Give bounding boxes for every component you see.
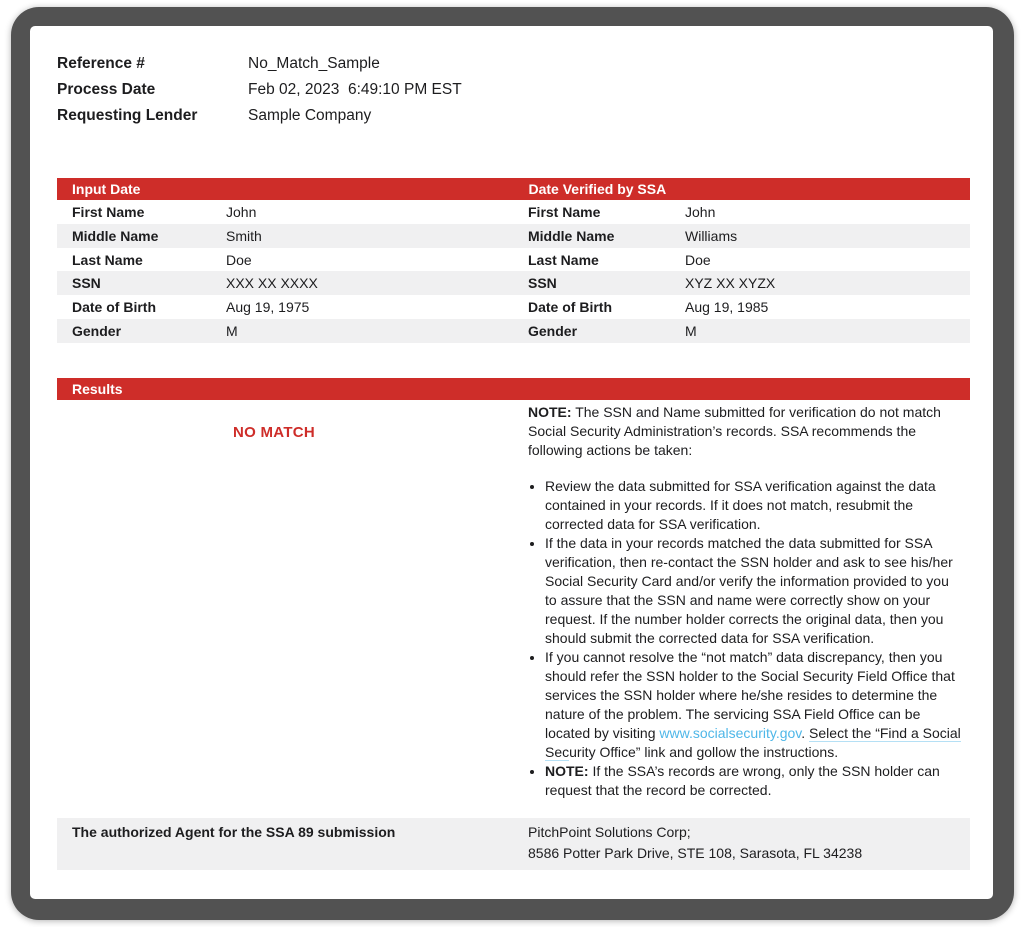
bullet-note-label: NOTE: (545, 763, 589, 779)
process-date-label: Process Date (57, 81, 156, 98)
process-date-row (57, 77, 462, 103)
row-label: Last Name (72, 251, 143, 268)
row-label: Middle Name (72, 227, 159, 244)
report-meta-header (57, 51, 462, 129)
row-label: Gender (528, 323, 578, 340)
row-label: SSN (528, 275, 557, 292)
bullet-note-text: If the SSA’s records are wrong, only the SSN holder can request that the record be corrected. (545, 763, 940, 798)
input-value: Smith (226, 227, 262, 244)
reference-label: Reference # (57, 55, 145, 72)
verified-value: John (685, 203, 716, 220)
ssa-verified-header: Date Verified by SSA (528, 181, 667, 197)
row-label: Last Name (528, 251, 599, 268)
process-date-value: Feb 02, 2023 6:49:10 PM EST (248, 81, 462, 98)
results-header (57, 378, 970, 400)
agent-name: PitchPoint Solutions Corp; (528, 824, 691, 840)
row-label: First Name (72, 203, 145, 220)
action-item-review: • Review the data submitted for SSA verification against the data contained in your records. If it does not match, resubmit the corrected data for SSA verification. (545, 477, 963, 534)
action-text: . (801, 725, 810, 741)
authorized-agent-row (57, 818, 970, 870)
action-text: If you cannot resolve the “not match” data discrepancy, then you should refer the SSN holder to the Social Security Field Office that services the SSN holder where he/she resides to determine the nature of the problem. The servicing SSA Field Office can be located by visiting (545, 649, 955, 741)
results-header-label: Results (72, 381, 123, 397)
comparison-table (57, 178, 970, 343)
requesting-lender-value: Sample Company (248, 107, 372, 124)
action-item-field-office (545, 648, 963, 762)
action-item-note (545, 762, 963, 800)
ssa-note-column (528, 403, 963, 800)
result-status: NO MATCH (232, 424, 316, 441)
authorized-agent-value (513, 822, 970, 864)
socialsecurity-gov-link[interactable]: www.socialsecurity.gov (659, 725, 802, 741)
recommended-actions-list (528, 477, 963, 800)
verified-value: Williams (685, 227, 738, 244)
underlined-text: Select the “Find a Social Sec (545, 725, 961, 760)
action-text: urity Office” link and gollow the instructions. (569, 744, 839, 760)
requesting-lender-row (57, 103, 462, 129)
verified-value: Aug 19, 1985 (685, 299, 769, 316)
input-value: Doe (226, 251, 252, 268)
input-data-header: Input Date (72, 181, 141, 197)
note-paragraph (528, 403, 963, 460)
input-value: Aug 19, 1975 (226, 299, 310, 316)
verified-value: M (685, 323, 697, 340)
input-value: John (226, 203, 257, 220)
row-label: First Name (528, 203, 601, 220)
input-value: M (226, 323, 238, 340)
table-row-middle-name (57, 224, 970, 248)
comparison-table-header (57, 178, 970, 200)
table-row-dob (57, 295, 970, 319)
verified-value: XYZ XX XYZX (685, 275, 776, 292)
reference-row (57, 51, 462, 77)
reference-value: No_Match_Sample (248, 55, 380, 72)
input-value: XXX XX XXXX (226, 275, 318, 292)
row-label: Middle Name (528, 227, 615, 244)
verified-value: Doe (685, 251, 711, 268)
row-label: Date of Birth (528, 299, 612, 316)
row-label: Date of Birth (72, 299, 156, 316)
note-label: NOTE: (528, 404, 572, 420)
table-row-last-name (57, 248, 970, 272)
table-row-ssn (57, 271, 970, 295)
requesting-lender-label: Requesting Lender (57, 107, 198, 124)
table-row-gender (57, 319, 970, 343)
row-label: SSN (72, 275, 101, 292)
authorized-agent-label: The authorized Agent for the SSA 89 submission (72, 824, 396, 840)
note-text: The SSN and Name submitted for verification do not match Social Security Administration’s records. SSA recommends the following actions be taken: (528, 404, 941, 458)
agent-address: 8586 Potter Park Drive, STE 108, Sarasota, FL 34238 (528, 845, 863, 861)
row-label: Gender (72, 323, 122, 340)
table-row-first-name (57, 200, 970, 224)
action-item-recontact: • If the data in your records matched the data submitted for SSA verification, then re-contact the SSN holder and ask to see his/her Social Security Card and/or verify the information provided to you to assure that the SSN and name were correctly show on your request. If the number holder corrects the original data, then you should submit the corrected data for SSA verification. (545, 534, 963, 648)
